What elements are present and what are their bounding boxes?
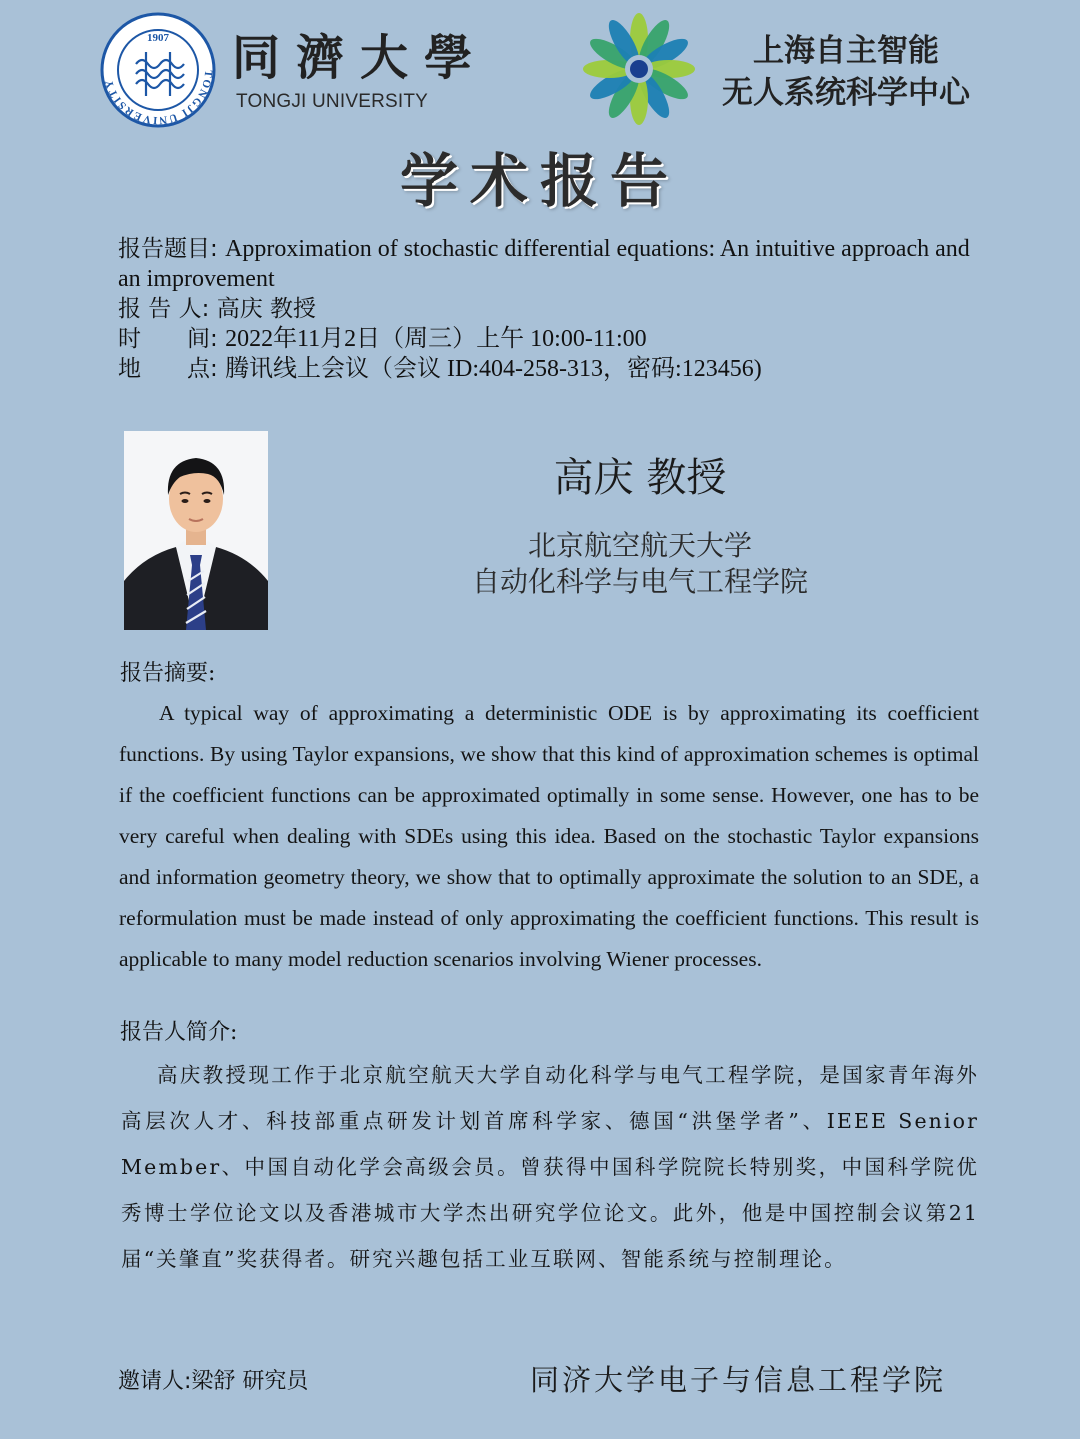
- bio-heading: 报告人简介:: [120, 1020, 238, 1045]
- abstract-text: A typical way of approximating a deterministic ODE is by approximating its coefficient functions. By using Taylor expansions, we show that this kind of approximation schemes is optimal if the coefficient functions can be approximated optimally in some sense. However, one has to be very careful when dealing with SDEs using this idea. Based on the stochastic Taylor expansions and information geometry theory, we show that to optimally approximate the solution to an SDE, a reformulation must be made instead of only approximating the coefficient functions. This result is applicable to many model reduction scenarios involving Wiener processes.: [119, 701, 979, 971]
- inviter: 邀请人:梁舒 研究员: [118, 1369, 309, 1394]
- speaker-label: 报 告 人:: [118, 296, 210, 322]
- time-value: 2022年11月2日（周三）上午 10:00-11:00: [225, 326, 647, 352]
- speaker-org-line2: 自动化科学与电气工程学院: [471, 565, 808, 598]
- seal-ring-text: TONGJI UNIVERSITY: [102, 69, 215, 127]
- place-value: 腾讯线上会议（会议 ID:404-258-313，密码:123456): [225, 356, 762, 382]
- time-label: 时 间:: [118, 326, 218, 352]
- pinwheel-logo-icon: [582, 12, 696, 126]
- tongji-university-name-en: TONGJI UNIVERSITY: [236, 91, 429, 112]
- info-speaker-row: [118, 294, 988, 324]
- speaker-name: 高庆 教授: [553, 455, 727, 501]
- center-name-line2: 无人系统科学中心: [722, 75, 970, 111]
- place-label: 地 点:: [118, 356, 218, 382]
- talk-info-block: [118, 234, 988, 384]
- shanghai-center-name: [712, 30, 980, 114]
- tongji-university-seal-logo: [100, 12, 216, 128]
- speaker-value: 高庆 教授: [216, 296, 316, 322]
- tongji-university-name-cn: 同濟大學: [232, 30, 489, 86]
- speaker-org-line1: 北京航空航天大学: [527, 529, 752, 562]
- abstract-heading: 报告摘要:: [120, 661, 216, 686]
- topic-value: Approximation of stochastic differential equations: An intuitive approach and an improvement: [118, 236, 970, 292]
- info-topic-row: [118, 234, 988, 294]
- info-time-row: [118, 324, 988, 354]
- center-name-line1: 上海自主智能: [753, 33, 939, 69]
- speaker-portrait-photo: [124, 431, 268, 630]
- poster-title: 学术报告: [399, 147, 680, 215]
- seal-year: 1907: [147, 32, 169, 44]
- info-place-row: [118, 354, 988, 384]
- bio-text: 高庆教授现工作于北京航空航天大学自动化科学与电气工程学院，是国家青年海外高层次人才、科技部重点研发计划首席科学家、德国“洪堡学者”、IEEE Senior Member、中国自动化学会高级会员。曾获得中国科学院院长特别奖，中国科学院优秀博士学位论文以及香港城市大学杰出研究学位论文。此外，他是中国控制会议第21届“关肇直”奖获得者。研究兴趣包括工业互联网、智能系统与控制理论。: [121, 1063, 979, 1271]
- speaker-affiliation: [410, 528, 870, 600]
- topic-label: 报告题目:: [118, 236, 218, 262]
- host-school: 同济大学电子与信息工程学院: [530, 1363, 947, 1397]
